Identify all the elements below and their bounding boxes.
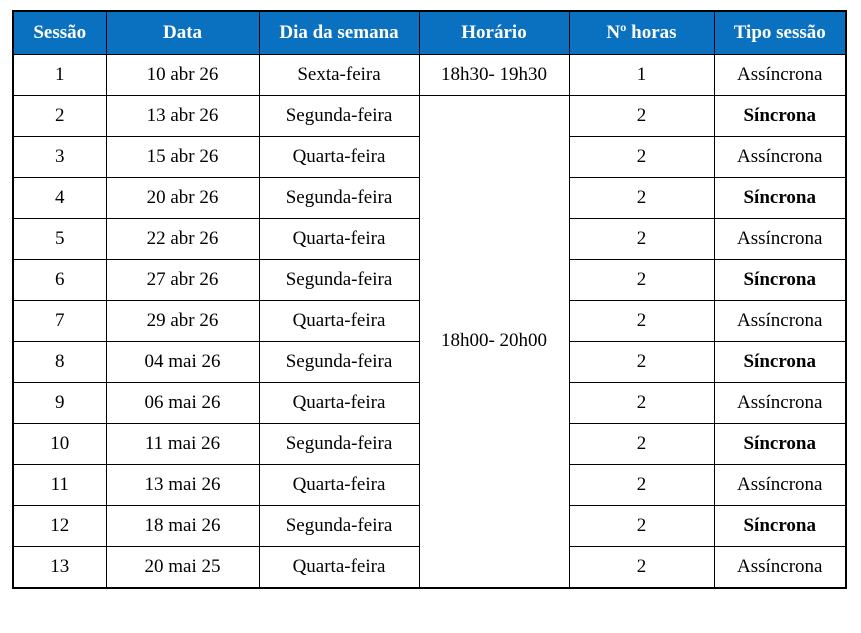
- cell-sessao: 10: [13, 424, 106, 465]
- cell-data: 13 abr 26: [106, 96, 259, 137]
- cell-sessao: 9: [13, 383, 106, 424]
- cell-data: 22 abr 26: [106, 219, 259, 260]
- cell-dia: Quarta-feira: [259, 547, 419, 588]
- cell-sessao: 8: [13, 342, 106, 383]
- header-cell-horario: Horário: [419, 11, 569, 55]
- cell-horas: 2: [569, 301, 714, 342]
- cell-dia: Segunda-feira: [259, 506, 419, 547]
- cell-data: 11 mai 26: [106, 424, 259, 465]
- cell-sessao: 1: [13, 55, 106, 96]
- cell-dia: Quarta-feira: [259, 219, 419, 260]
- cell-tipo: Assíncrona: [714, 465, 846, 506]
- cell-dia: Quarta-feira: [259, 383, 419, 424]
- cell-sessao: 11: [13, 465, 106, 506]
- cell-dia: Sexta-feira: [259, 55, 419, 96]
- header-cell-tipo-sessao: Tipo sessão: [714, 11, 846, 55]
- cell-tipo: Assíncrona: [714, 55, 846, 96]
- cell-data: 20 mai 25: [106, 547, 259, 588]
- cell-horario: 18h30- 19h30: [419, 55, 569, 96]
- cell-sessao: 6: [13, 260, 106, 301]
- cell-data: 04 mai 26: [106, 342, 259, 383]
- table-row: [13, 96, 846, 137]
- table-row: [13, 55, 846, 96]
- cell-tipo: Síncrona: [714, 178, 846, 219]
- cell-tipo: Assíncrona: [714, 219, 846, 260]
- cell-data: 27 abr 26: [106, 260, 259, 301]
- cell-horas: 2: [569, 260, 714, 301]
- cell-tipo: Síncrona: [714, 96, 846, 137]
- cell-tipo: Síncrona: [714, 342, 846, 383]
- cell-dia: Segunda-feira: [259, 178, 419, 219]
- cell-horas: 2: [569, 547, 714, 588]
- cell-horas: 2: [569, 96, 714, 137]
- cell-tipo: Assíncrona: [714, 547, 846, 588]
- cell-horas: 2: [569, 383, 714, 424]
- cell-horas: 2: [569, 178, 714, 219]
- session-schedule-table: [12, 10, 847, 589]
- cell-sessao: 4: [13, 178, 106, 219]
- cell-data: 06 mai 26: [106, 383, 259, 424]
- cell-tipo: Assíncrona: [714, 383, 846, 424]
- cell-dia: Segunda-feira: [259, 342, 419, 383]
- cell-horas: 2: [569, 424, 714, 465]
- cell-horas: 2: [569, 137, 714, 178]
- cell-data: 15 abr 26: [106, 137, 259, 178]
- cell-horas: 2: [569, 465, 714, 506]
- header-cell-sessao: Sessão: [13, 11, 106, 55]
- cell-tipo: Síncrona: [714, 506, 846, 547]
- cell-sessao: 2: [13, 96, 106, 137]
- cell-horas: 2: [569, 219, 714, 260]
- cell-horario-merged: 18h00- 20h00: [419, 96, 569, 588]
- cell-data: 29 abr 26: [106, 301, 259, 342]
- cell-dia: Quarta-feira: [259, 301, 419, 342]
- header-cell-dia-da-semana: Dia da semana: [259, 11, 419, 55]
- cell-tipo: Síncrona: [714, 424, 846, 465]
- header-row: [13, 11, 846, 55]
- cell-dia: Quarta-feira: [259, 465, 419, 506]
- cell-sessao: 3: [13, 137, 106, 178]
- cell-tipo: Assíncrona: [714, 137, 846, 178]
- cell-tipo: Síncrona: [714, 260, 846, 301]
- cell-horas: 2: [569, 506, 714, 547]
- header-cell-data: Data: [106, 11, 259, 55]
- cell-sessao: 5: [13, 219, 106, 260]
- cell-tipo: Assíncrona: [714, 301, 846, 342]
- cell-dia: Segunda-feira: [259, 96, 419, 137]
- cell-data: 18 mai 26: [106, 506, 259, 547]
- header-cell-n-horas: Nº horas: [569, 11, 714, 55]
- cell-data: 20 abr 26: [106, 178, 259, 219]
- cell-dia: Segunda-feira: [259, 260, 419, 301]
- cell-sessao: 12: [13, 506, 106, 547]
- cell-horas: 1: [569, 55, 714, 96]
- cell-sessao: 13: [13, 547, 106, 588]
- cell-data: 13 mai 26: [106, 465, 259, 506]
- cell-horas: 2: [569, 342, 714, 383]
- cell-sessao: 7: [13, 301, 106, 342]
- cell-dia: Segunda-feira: [259, 424, 419, 465]
- cell-dia: Quarta-feira: [259, 137, 419, 178]
- cell-data: 10 abr 26: [106, 55, 259, 96]
